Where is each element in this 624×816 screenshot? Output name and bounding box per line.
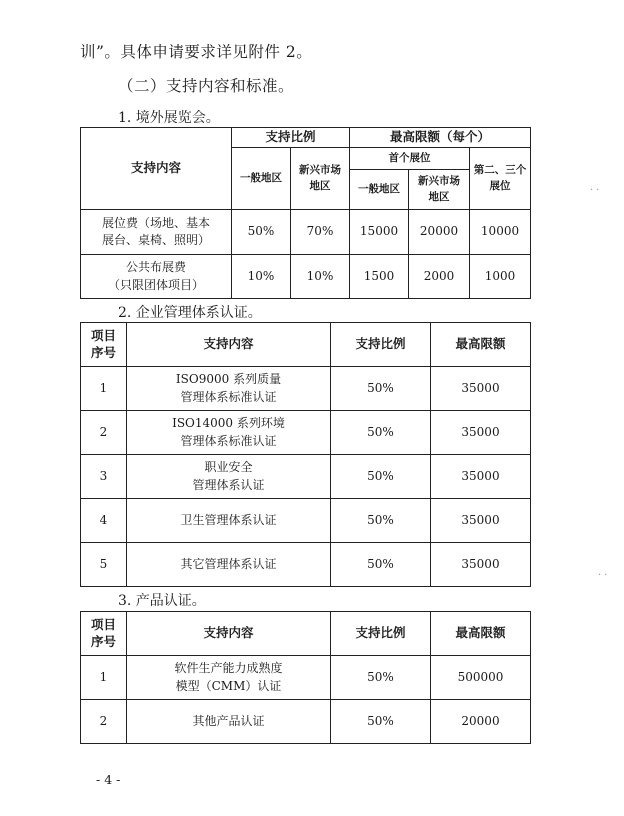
section-title-product-certification: 3. 产品认证。: [118, 593, 206, 609]
cell-ratio: 50%: [331, 367, 431, 411]
section-title-management-certification: 2. 企业管理体系认证。: [118, 305, 262, 321]
cell-content: ISO9000 系列质量 管理体系标准认证: [127, 367, 331, 411]
cell-content: ISO14000 系列环境 管理体系标准认证: [127, 411, 331, 455]
header-seq: 项目 序号: [81, 612, 127, 656]
cell-seq: 4: [81, 499, 127, 543]
scan-speck: ··: [590, 185, 603, 196]
header-support-content: 支持内容: [127, 612, 331, 656]
cell-content: 公共布展费 （只限团体项目）: [81, 255, 232, 299]
header-first-booth: 首个展位: [350, 148, 470, 170]
cell-max: 35000: [431, 367, 531, 411]
header-support-ratio: 支持比例: [331, 323, 431, 367]
cell-max-other: 10000: [470, 210, 531, 255]
table-row: [81, 499, 531, 543]
exhibition-support-table: [80, 127, 531, 299]
cell-seq: 1: [81, 656, 127, 700]
cell-content: 其它管理体系认证: [127, 543, 331, 587]
header-max-limit-each: 最高限额（每个）: [350, 128, 531, 148]
header-max-general: 一般地区: [350, 170, 409, 210]
header-seq: 项目 序号: [81, 323, 127, 367]
cell-seq: 1: [81, 367, 127, 411]
cell-ratio: 50%: [331, 411, 431, 455]
cell-ratio-emerging: 70%: [291, 210, 350, 255]
table-row: [81, 700, 531, 744]
header-max-limit: 最高限额: [431, 612, 531, 656]
cell-max: 35000: [431, 455, 531, 499]
cell-ratio: 50%: [331, 499, 431, 543]
cell-ratio: 50%: [331, 700, 431, 744]
cell-max: 35000: [431, 411, 531, 455]
table-row: [81, 455, 531, 499]
product-certification-table: [80, 611, 531, 744]
cell-max-emerging: 2000: [409, 255, 470, 299]
cell-ratio: 50%: [331, 656, 431, 700]
cell-content: 卫生管理体系认证: [127, 499, 331, 543]
header-max-emerging: 新兴市场 地区: [409, 170, 470, 210]
cell-ratio-general: 10%: [232, 255, 291, 299]
table-row: [81, 255, 531, 299]
header-support-content: 支持内容: [81, 128, 232, 210]
header-ratio-general: 一般地区: [232, 148, 291, 210]
paragraph-line: 训”。具体申请要求详见附件 2。: [80, 43, 313, 61]
management-certification-table: [80, 322, 531, 587]
cell-max: 500000: [431, 656, 531, 700]
cell-max-general: 1500: [350, 255, 409, 299]
cell-seq: 5: [81, 543, 127, 587]
cell-seq: 2: [81, 411, 127, 455]
cell-max: 35000: [431, 499, 531, 543]
cell-ratio: 50%: [331, 543, 431, 587]
page-number: - 4 -: [96, 772, 121, 787]
header-max-limit: 最高限额: [431, 323, 531, 367]
table-row: [81, 411, 531, 455]
cell-ratio-emerging: 10%: [291, 255, 350, 299]
table-row: [81, 367, 531, 411]
cell-max: 20000: [431, 700, 531, 744]
header-support-ratio: 支持比例: [232, 128, 350, 148]
header-support-ratio: 支持比例: [331, 612, 431, 656]
cell-max: 35000: [431, 543, 531, 587]
cell-max-emerging: 20000: [409, 210, 470, 255]
table-row: [81, 656, 531, 700]
cell-ratio-general: 50%: [232, 210, 291, 255]
cell-max-other: 1000: [470, 255, 531, 299]
table-row: [81, 543, 531, 587]
header-second-third-booth: 第二、三个 展位: [470, 148, 531, 210]
header-ratio-emerging: 新兴市场 地区: [291, 148, 350, 210]
subsection-heading: （二）支持内容和标准。: [118, 77, 295, 95]
header-support-content: 支持内容: [127, 323, 331, 367]
cell-content: 展位费（场地、基本 展台、桌椅、照明）: [81, 210, 232, 255]
cell-content: 其他产品认证: [127, 700, 331, 744]
cell-seq: 2: [81, 700, 127, 744]
table-row: [81, 210, 531, 255]
cell-content: 职业安全 管理体系认证: [127, 455, 331, 499]
cell-seq: 3: [81, 455, 127, 499]
cell-content: 软件生产能力成熟度 模型（CMM）认证: [127, 656, 331, 700]
cell-ratio: 50%: [331, 455, 431, 499]
scan-speck: ··: [598, 570, 611, 581]
cell-max-general: 15000: [350, 210, 409, 255]
section-title-exhibitions: 1. 境外展览会。: [118, 110, 220, 126]
